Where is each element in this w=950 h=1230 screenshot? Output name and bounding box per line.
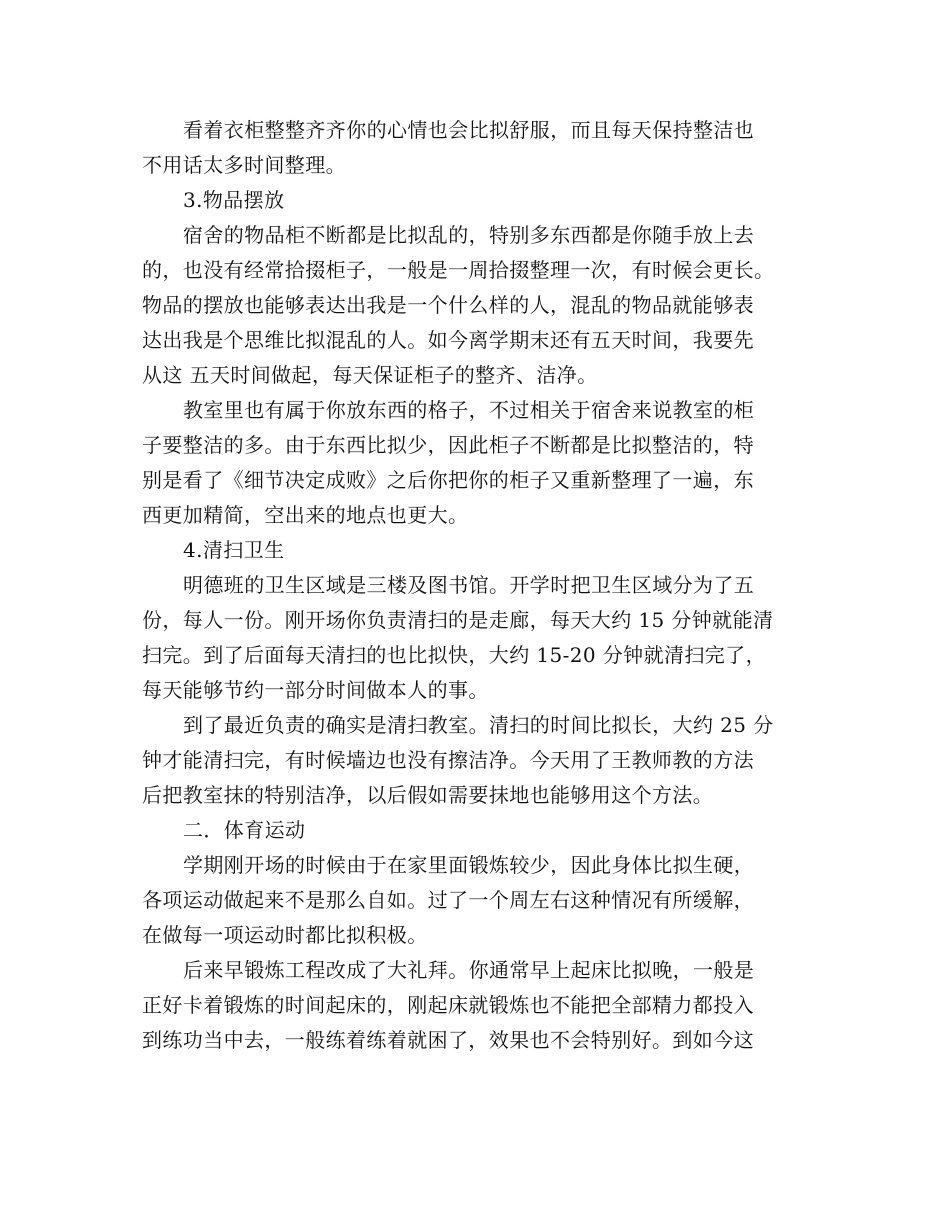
paragraph-line: 别是看了《细节决定成败》之后你把你的柜子又重新整理了一遍，东 bbox=[142, 468, 754, 492]
section-heading: 4.清扫卫生 bbox=[183, 538, 285, 562]
paragraph-line: 到练功当中去，一般练着练着就困了，效果也不会特别好。到如今这 bbox=[142, 1028, 754, 1052]
paragraph-line: 子要整洁的多。由于东西比拟少，因此柜子不断都是比拟整洁的，特 bbox=[142, 433, 754, 457]
paragraph-line: 学期刚开场的时候由于在家里面锻炼较少，因此身体比拟生硬， bbox=[183, 853, 755, 877]
paragraph-line: 的，也没有经常拾掇柜子，一般是一周拾掇整理一次，有时候会更长。 bbox=[142, 258, 775, 282]
paragraph-line: 明德班的卫生区域是三楼及图书馆。开学时把卫生区域分为了五 bbox=[183, 573, 755, 597]
paragraph-line: 物品的摆放也能够表达出我是一个什么样的人，混乱的物品就能够表 bbox=[142, 293, 754, 317]
paragraph-line: 份，每人一份。刚开场你负责清扫的是走廊，每天大约 15 分钟就能清 bbox=[142, 608, 774, 632]
paragraph-line: 各项运动做起来不是那么自如。过了一个周左右这种情况有所缓解， bbox=[142, 888, 754, 912]
paragraph-line: 到了最近负责的确实是清扫教室。清扫的时间比拟长，大约 25 分 bbox=[183, 713, 774, 737]
paragraph-line: 看着衣柜整整齐齐你的心情也会比拟舒服，而且每天保持整洁也 bbox=[183, 118, 755, 142]
paragraph-line: 教室里也有属于你放东西的格子，不过相关于宿舍来说教室的柜 bbox=[183, 398, 755, 422]
section-heading: 3.物品摆放 bbox=[183, 188, 285, 212]
paragraph-line: 每天能够节约一部分时间做本人的事。 bbox=[142, 678, 489, 702]
paragraph-line: 后来早锻炼工程改成了大礼拜。你通常早上起床比拟晚，一般是 bbox=[183, 958, 755, 982]
paragraph-line: 达出我是个思维比拟混乱的人。如今离学期末还有五天时间，我要先 bbox=[142, 328, 754, 352]
paragraph-line: 后把教室抹的特别洁净，以后假如需要抹地也能够用这个方法。 bbox=[142, 783, 714, 807]
paragraph-line: 西更加精简，空出来的地点也更大。 bbox=[142, 503, 469, 527]
paragraph-line: 宿舍的物品柜不断都是比拟乱的，特别多东西都是你随手放上去 bbox=[183, 223, 755, 247]
paragraph-line: 正好卡着锻炼的时间起床的，刚起床就锻炼也不能把全部精力都投入 bbox=[142, 993, 754, 1017]
paragraph-line: 从这 五天时间做起，每天保证柜子的整齐、洁净。 bbox=[142, 363, 598, 387]
paragraph-line: 扫完。到了后面每天清扫的也比拟快，大约 15-20 分钟就清扫完了， bbox=[142, 643, 766, 667]
paragraph-line: 在做每一项运动时都比拟积极。 bbox=[142, 923, 428, 947]
section-heading: 二．体育运动 bbox=[183, 818, 306, 842]
paragraph-line: 钟才能清扫完，有时候墙边也没有擦洁净。今天用了王教师教的方法 bbox=[142, 748, 754, 772]
paragraph-line: 不用话太多时间整理。 bbox=[142, 153, 346, 177]
